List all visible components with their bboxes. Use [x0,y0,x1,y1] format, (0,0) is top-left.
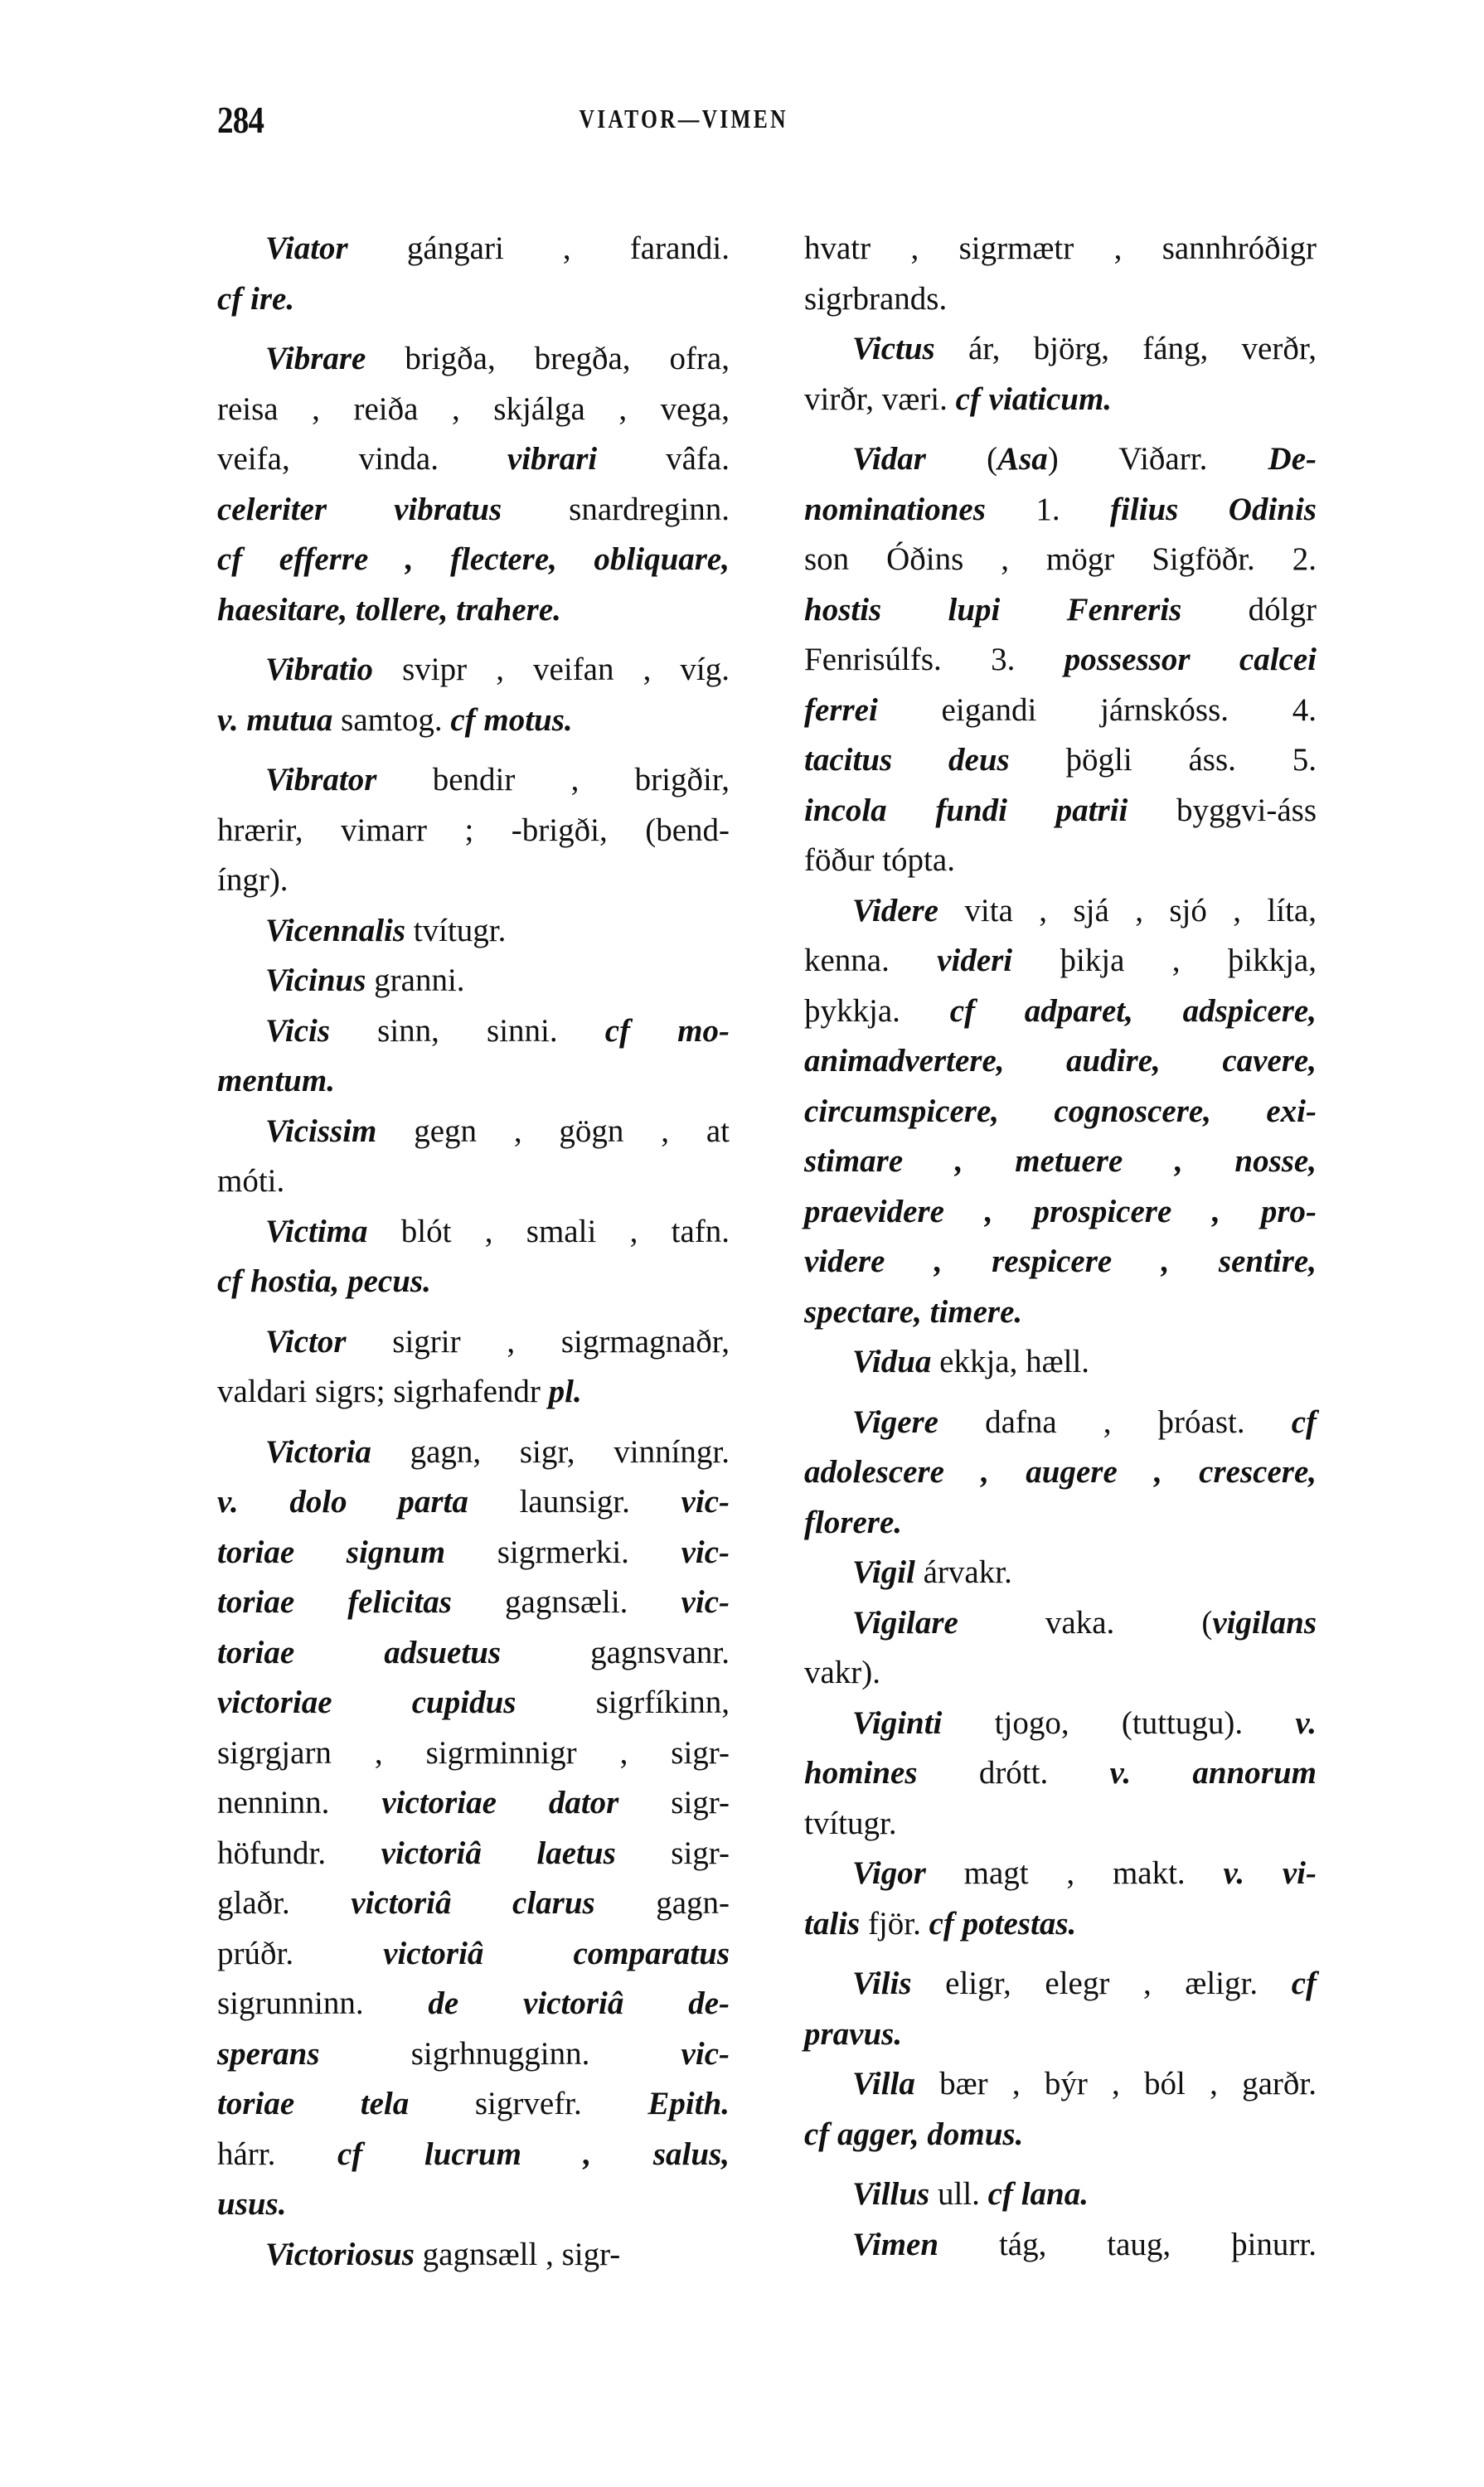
icelandic-text: ekkja, hæll. [931,1344,1090,1379]
entry-line [804,2011,1317,2058]
entry-headline [217,757,730,803]
icelandic-text: sigrfíkinn, [516,1685,730,1720]
icelandic-text: 1. [985,491,1110,527]
entry-line [804,376,1317,423]
latin-term: cf agger, domus. [804,2116,1024,2152]
entry-headline [804,1399,1317,1446]
icelandic-text: eigandi járnskóss. 4. [877,691,1317,728]
entry-line [217,2081,730,2127]
icelandic-text: árvakr. [914,1554,1012,1590]
entry-line [217,1258,730,1305]
icelandic-text: sigrmerki. [445,1534,681,1570]
latin-term: Asa [997,441,1048,477]
latin-term: Vigilare [852,1604,958,1641]
latin-term: Vigere [852,1403,938,1440]
icelandic-text: ár, björg, fáng, verðr, [934,331,1317,366]
icelandic-text: samtog. [332,701,451,738]
latin-term: vic- [681,2035,730,2072]
latin-term: De- [1268,441,1317,477]
latin-term: victoriae cupidus [217,1685,516,1720]
entry-line [804,1138,1317,1185]
latin-term: vigilans [1212,1604,1317,1641]
icelandic-text: prúðr. [217,1935,384,1971]
entry-headline [804,1961,1317,2007]
entry-line [804,837,1317,884]
latin-term: Vicennalis [265,912,406,948]
latin-term: spectare, timere. [804,1293,1023,1330]
latin-term: cf [1291,1966,1317,2001]
entry-line [804,1189,1317,1235]
latin-term: v. [1295,1704,1317,1741]
latin-term: filius Odinis [1110,491,1317,527]
latin-term: v. mutua [217,701,333,738]
latin-term: Villa [852,2066,915,2102]
icelandic-text: snardreginn. [502,491,730,527]
icelandic-text: vakr). [804,1655,881,1690]
entry-line [804,1038,1317,1084]
icelandic-text: dólgr [1181,591,1317,628]
latin-term: mentum. [217,1063,335,1098]
latin-term: cf lana. [987,2176,1089,2212]
icelandic-text: íngr). [217,862,289,898]
latin-term: possessor calcei [1064,642,1317,677]
icelandic-text: bær , býr , ból , garðr. [914,2066,1317,2102]
latin-term: Viator [265,230,348,266]
entry-headline [217,957,730,1004]
latin-term: v. vi- [1223,1855,1317,1891]
icelandic-text: vita , sjá , sjó , líta, [938,892,1317,928]
latin-term: vic- [681,1584,730,1620]
icelandic-text: Fenrisúlfs. 3. [804,642,1065,677]
entry-line [804,587,1317,633]
latin-term: cf lucrum , salus, [337,2136,730,2172]
icelandic-text: gagnsæll , sigr- [414,2236,621,2272]
running-head [0,104,1484,134]
latin-term: homines [804,1755,918,1791]
icelandic-text: hvatr , sigrmætr , sannhróðigr [804,230,1317,266]
icelandic-text: brigða, bregða, ofra, [366,341,730,376]
latin-term: videre , respicere , sentire, [804,1244,1317,1279]
entry-headline [217,1209,730,1255]
entry-line [804,1088,1317,1135]
latin-term: victoriâ laetus [381,1835,616,1871]
latin-term: tacitus deus [804,742,1010,778]
latin-term: cf viaticum. [955,381,1113,417]
latin-term: Vibrare [265,341,366,376]
entry-headline [804,2061,1317,2107]
entry-line [804,276,1317,322]
latin-term: Vimen [852,2226,939,2262]
entry-line [217,1980,730,2027]
icelandic-text: byggvi-áss [1128,792,1317,828]
icelandic-text: gángari , farandi. [347,230,730,266]
latin-term: cf hostia, pecus. [217,1263,431,1299]
latin-term: florere. [804,1504,903,1540]
latin-term: cf [1291,1403,1317,1440]
latin-term: pravus. [804,2015,903,2052]
entry-line [217,697,730,744]
entry-headline [217,225,730,272]
entry-line [217,857,730,904]
latin-term: Vidua [852,1344,932,1379]
entry-line [804,1239,1317,1285]
icelandic-text: virðr, væri. [804,381,956,417]
latin-term: toriae tela [217,2086,410,2121]
icelandic-text: sigr- [615,1835,730,1871]
latin-term: talis [804,1905,861,1942]
latin-term: vibrari [507,441,598,477]
icelandic-text: reisa , reiða , skjálga , vega, [217,390,730,427]
latin-term: Vicissim [265,1113,377,1149]
icelandic-text: gagn- [594,1885,730,1921]
icelandic-text: gagn, sigr, vinníngr. [371,1433,730,1470]
latin-term: vic- [681,1484,730,1520]
entry-line [804,1449,1317,1496]
entry-headline [217,1319,730,1365]
entry-line [804,1650,1317,1696]
entry-line [217,487,730,533]
icelandic-text: ( [925,441,998,477]
icelandic-text: magt , makt. [925,1855,1224,1891]
icelandic-text: nenninn. [217,1785,382,1820]
latin-term: Epith. [647,2086,730,2121]
icelandic-text: blót , smali , tafn. [367,1213,730,1249]
latin-term: Videre [852,892,938,928]
latin-term: toriae adsuetus [217,1634,502,1670]
latin-term: v. annorum [1109,1755,1317,1791]
entry-line [804,788,1317,834]
icelandic-text: þögli áss. 5. [1009,742,1317,778]
icelandic-text: kenna. [804,943,938,978]
icelandic-text: föður tópta. [804,842,955,878]
latin-term: praevidere , prospicere , pro- [804,1193,1317,1229]
icelandic-text: þykkja. [804,992,950,1029]
icelandic-text: hárr. [217,2136,337,2172]
icelandic-text: sinn, sinni. [330,1012,605,1049]
icelandic-text: vaka. ( [958,1604,1213,1641]
latin-term: cf adparet, adspicere, [949,992,1317,1029]
icelandic-text: sigrbrands. [804,280,948,317]
entry-line [804,1901,1317,1947]
latin-term: Victima [265,1213,368,1249]
entry-line [804,536,1317,583]
entry-line [804,487,1317,533]
icelandic-text: dafna , þróast. [938,1403,1292,1440]
latin-term: Vibrator [265,762,377,797]
entry-headline [804,1700,1317,1747]
icelandic-text: eligr, elegr , æligr. [911,1966,1292,2001]
icelandic-text: tvítugr. [405,912,507,948]
latin-term: Vidar [852,441,926,477]
latin-term: videri [937,943,1013,978]
entry-line [804,637,1317,683]
icelandic-text: fjör. [860,1905,929,1942]
latin-term: Victus [852,331,935,366]
icelandic-text: hrærir, vimarr ; -brigði, (bend- [217,812,730,848]
latin-term: circumspicere, cognoscere, exi- [804,1093,1317,1129]
entry-line [217,2181,730,2228]
entry-line [217,807,730,854]
entry-headline [804,326,1317,372]
latin-term: v. dolo parta [217,1484,468,1520]
icelandic-text: svipr , veifan , víg. [373,652,730,687]
entry-headline [217,1429,730,1476]
latin-term: cf ire. [217,280,295,317]
icelandic-text: sigrunninn. [217,1985,429,2021]
entry-headline [217,1008,730,1054]
icelandic-text: höfundr. [217,1835,381,1871]
entry-headline [217,336,730,382]
entry-headline [804,888,1317,934]
icelandic-text: sigrvefr. [409,2086,648,2121]
icelandic-text: sigrgjarn , sigrminnigr , sigr- [217,1734,730,1771]
entry-line [217,1479,730,1525]
icelandic-text: ull. [929,2176,988,2212]
latin-term: celeriter vibratus [217,491,502,527]
entry-line [217,1530,730,1576]
entry-line [217,2031,730,2077]
latin-term: toriae signum [217,1534,446,1570]
entry-line [217,1158,730,1205]
entry-headline [804,1600,1317,1646]
entry-line [217,536,730,583]
latin-term: victoriae dator [381,1785,619,1820]
icelandic-text: launsigr. [468,1484,681,1520]
entry-line [217,1579,730,1626]
entry-line [217,1780,730,1826]
entry-line [217,1058,730,1104]
icelandic-text: glaðr. [217,1885,352,1921]
icelandic-text: son Óðins , mögr Sigföðr. 2. [804,541,1317,577]
entry-line [804,938,1317,984]
entry-line [217,436,730,482]
latin-term: Victoriosus [265,2236,415,2272]
icelandic-text: veifa, vinda. [217,441,507,477]
icelandic-text: ) Viðarr. [1047,441,1268,477]
latin-term: pl. [548,1374,582,1409]
icelandic-text: sigrhnugginn. [319,2035,681,2072]
latin-term: Victoria [265,1433,371,1470]
entry-line [804,1750,1317,1796]
latin-term: Viginti [852,1704,943,1741]
latin-term: Vigil [852,1554,915,1590]
entry-line [804,1289,1317,1336]
icelandic-text: granni. [366,962,465,998]
latin-term: de victoriâ de- [428,1985,730,2021]
latin-term: Vicis [265,1012,331,1049]
page-number: 284 [217,99,264,141]
latin-term: animadvertere, audire, cavere, [804,1043,1317,1079]
latin-term: adolescere , augere , crescere, [804,1454,1317,1490]
icelandic-text: tág, taug, þinurr. [938,2226,1317,2262]
entry-headline [217,908,730,954]
latin-term: Villus [852,2176,930,2212]
entry-line [804,737,1317,783]
icelandic-text: sigrir , sigrmagnaðr, [346,1323,730,1360]
latin-term: stimare , metuere , nosse, [804,1143,1317,1179]
entry-line [217,587,730,633]
entry-line [804,1500,1317,1546]
latin-term: sperans [217,2035,320,2072]
latin-term: usus. [217,2186,287,2222]
entry-line [217,1680,730,1726]
latin-term: toriae felicitas [217,1584,452,1620]
icelandic-text: þikja , þikkja, [1012,943,1317,978]
entry-line [217,1880,730,1927]
entry-line [217,386,730,433]
entry-line [217,276,730,322]
entry-headline [804,2171,1317,2218]
latin-term: victoriâ comparatus [383,1935,730,1971]
entry-headline [217,1108,730,1155]
icelandic-text: vâfa. [597,441,730,477]
entry-line [804,687,1317,734]
entry-line [217,2131,730,2178]
icelandic-text: móti. [217,1163,285,1199]
latin-term: ferrei [804,691,878,728]
latin-term: cf potestas. [929,1905,1077,1942]
latin-term: cf mo- [604,1012,730,1049]
latin-term: cf motus. [450,701,573,738]
latin-term: cf efferre , flectere, obliquare, [217,541,730,577]
entry-line [804,225,1317,272]
latin-term: vic- [681,1534,730,1570]
latin-term: victoriâ clarus [351,1885,595,1921]
entry-line [217,1830,730,1877]
entry-line [217,1630,730,1676]
icelandic-text: tvítugr. [804,1805,897,1841]
latin-term: nominationes [804,491,986,527]
latin-term: Vigor [852,1855,926,1891]
icelandic-text: gegn , gögn , at [376,1113,730,1149]
icelandic-text: gagnsæli. [451,1584,681,1620]
icelandic-text: valdari sigrs; sigrhafendr [217,1374,549,1409]
entry-headline [804,1549,1317,1596]
icelandic-text: sigr- [618,1785,730,1820]
entry-headline [804,2222,1317,2268]
entry-line [804,2111,1317,2158]
running-head-text: VIATOR—VIMEN [579,104,789,133]
entry-line [804,988,1317,1035]
latin-term: hostis lupi Fenreris [804,591,1182,628]
icelandic-text: gagnsvanr. [501,1634,730,1670]
entry-line [217,1369,730,1415]
entry-headline [804,1339,1317,1385]
latin-term: haesitare, tollere, trahere. [217,591,561,628]
entry-line [217,1730,730,1777]
entry-line [217,1931,730,1977]
icelandic-text: drótt. [917,1755,1110,1791]
entry-headline [217,647,730,693]
icelandic-text: bendir , brigðir, [376,762,730,797]
latin-term: Vicinus [265,962,366,998]
entry-headline [804,436,1317,482]
latin-term: Victor [265,1323,347,1360]
entry-headline [217,2232,730,2278]
latin-term: incola fundi patrii [804,792,1128,828]
latin-term: Vibratio [265,652,374,687]
entry-headline [804,1850,1317,1897]
icelandic-text: tjogo, (tuttugu). [942,1704,1296,1741]
entry-line [804,1801,1317,1847]
latin-term: Vilis [852,1966,912,2001]
